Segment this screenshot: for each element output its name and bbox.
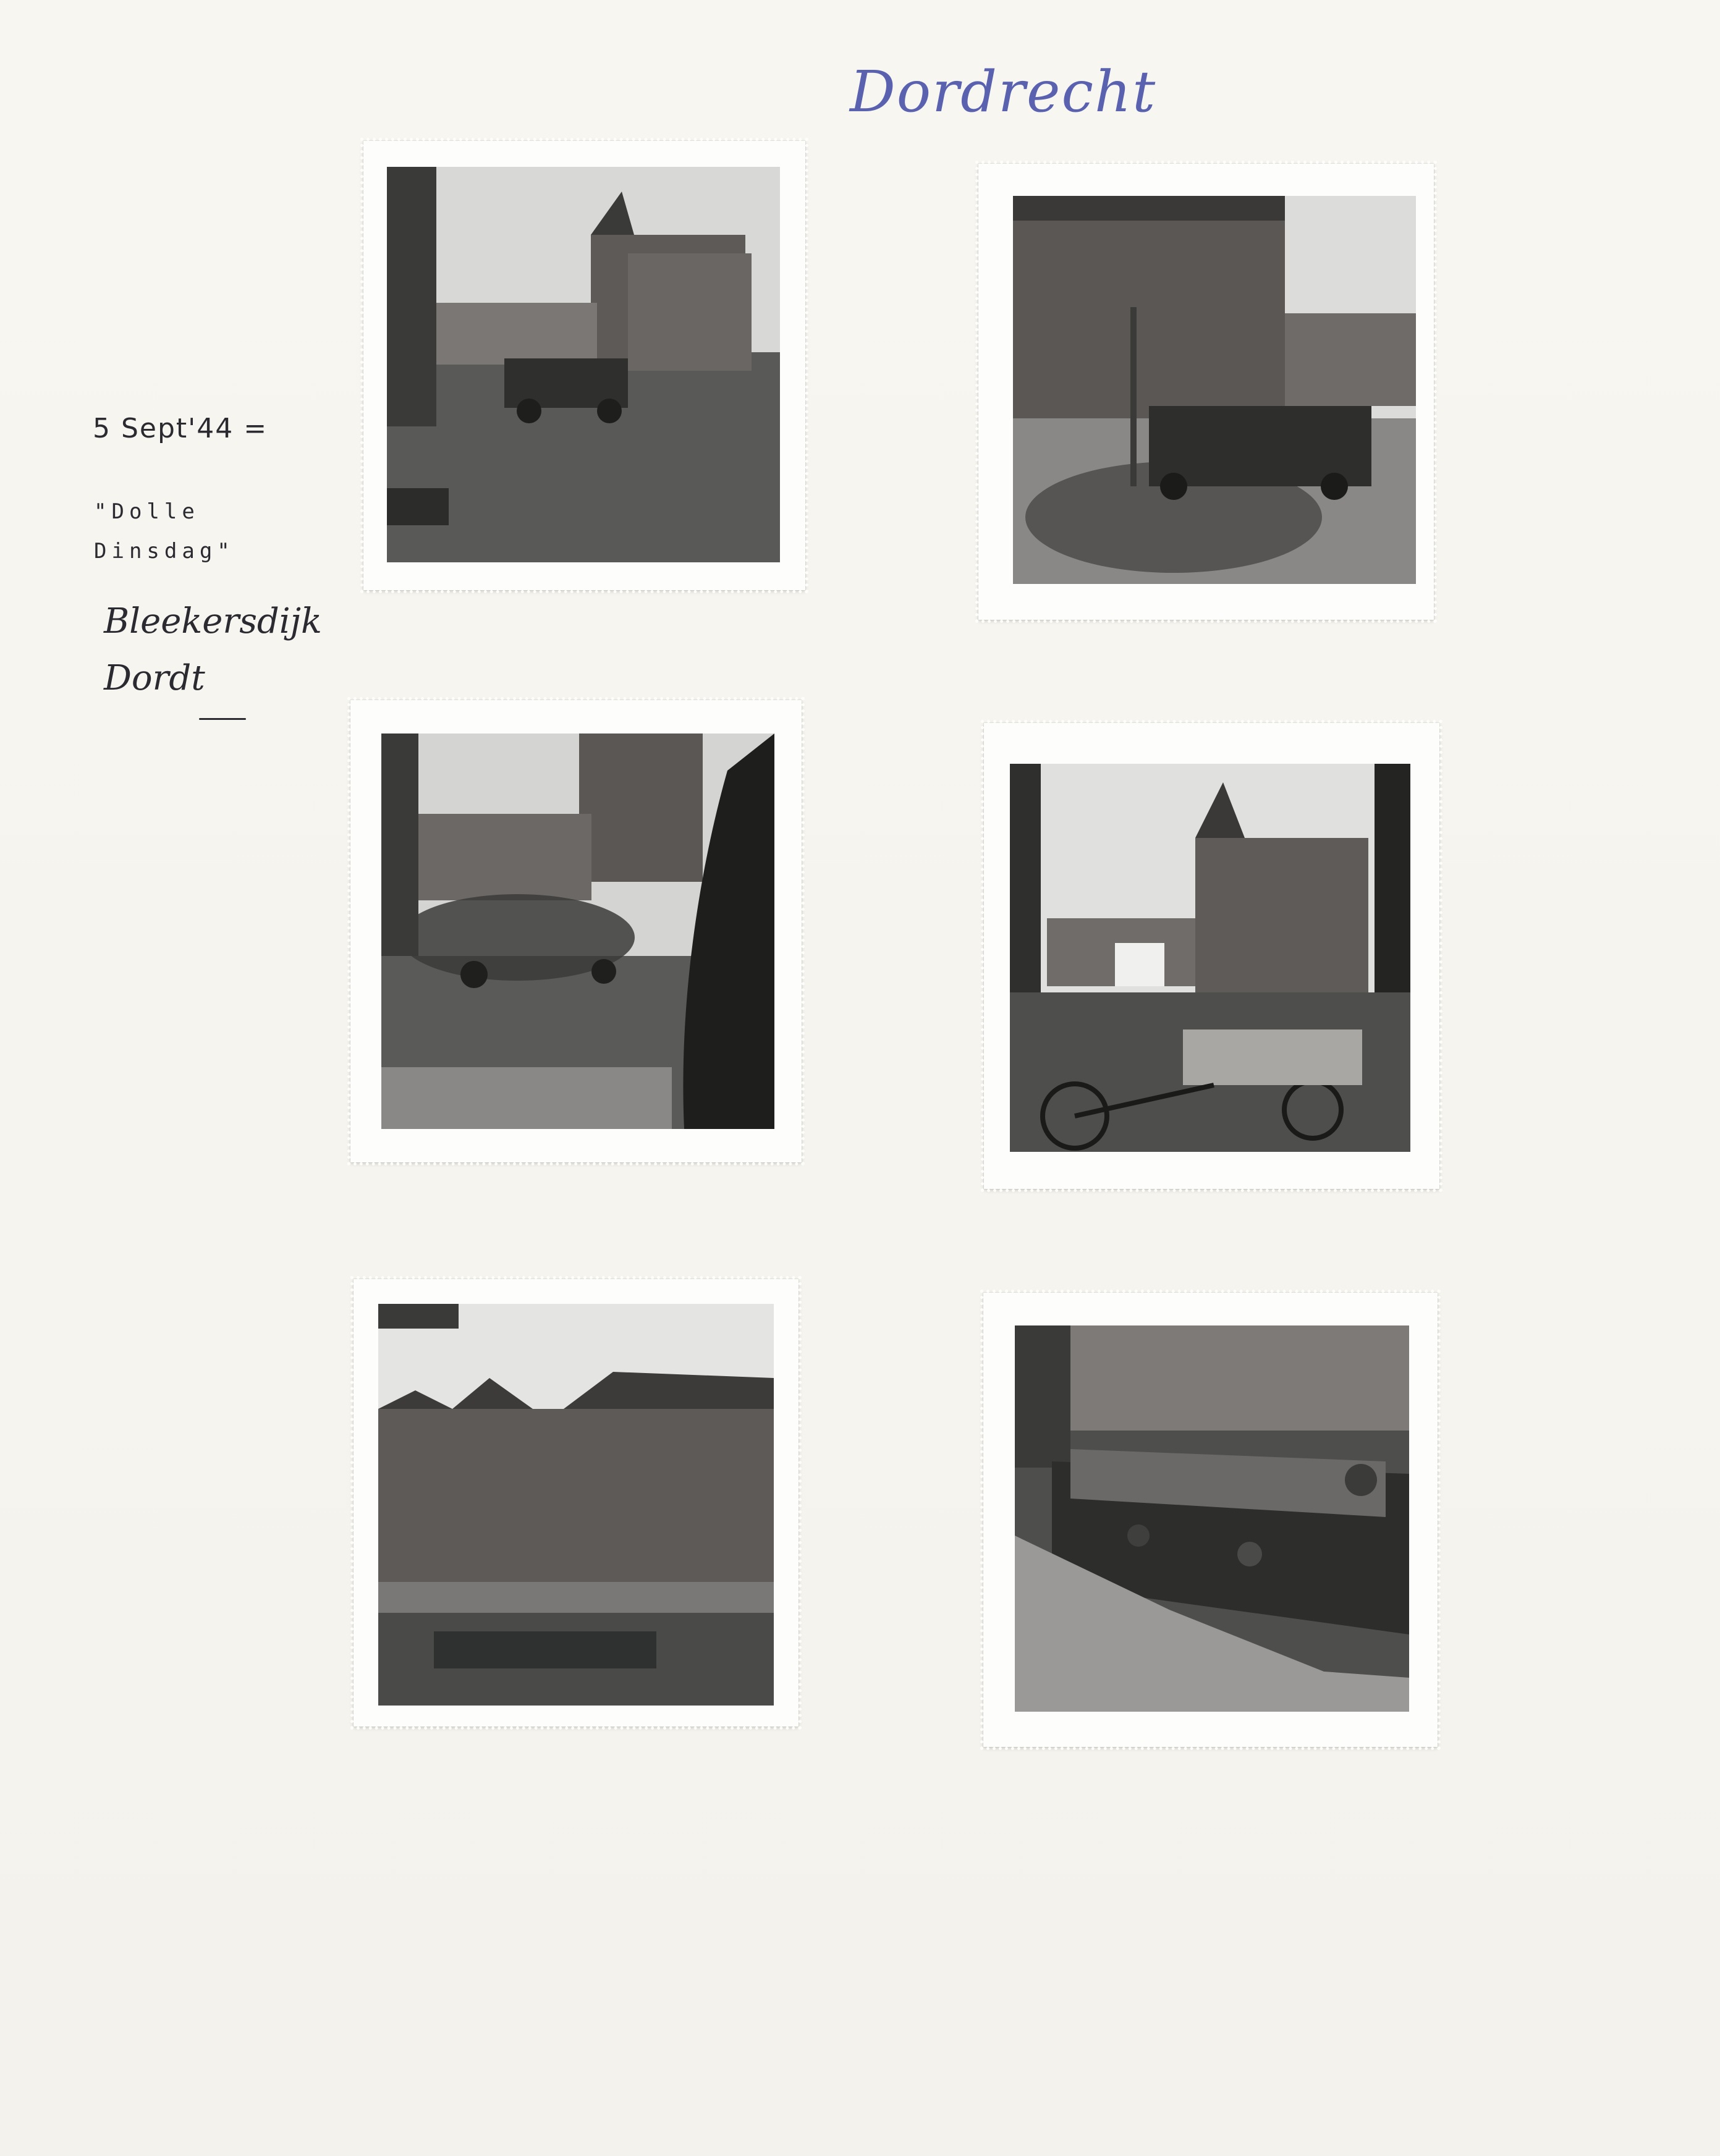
photo-1-image — [387, 167, 780, 562]
photo-2 — [1013, 196, 1416, 584]
photo-print-4 — [984, 723, 1439, 1189]
caption-underline — [199, 718, 246, 720]
page-title: Dordrecht — [850, 59, 1157, 125]
photo-print-2 — [978, 164, 1434, 620]
photo-3 — [381, 733, 774, 1129]
photo-6-image — [1015, 1325, 1409, 1712]
photo-5 — [378, 1304, 774, 1706]
photo-6 — [1015, 1325, 1409, 1712]
photo-4 — [1010, 764, 1410, 1152]
photo-2-image — [1013, 196, 1416, 584]
caption-date: 5 Sept'44 = — [93, 413, 268, 444]
photo-print-6 — [983, 1293, 1438, 1747]
photo-print-5 — [354, 1279, 799, 1727]
photo-1 — [387, 167, 780, 562]
photo-5-image — [378, 1304, 774, 1706]
caption-quote: "Dolle Dinsdag" — [94, 499, 235, 564]
photo-print-1 — [363, 141, 805, 590]
photo-print-3 — [350, 700, 802, 1162]
photo-3-image — [381, 733, 774, 1129]
photo-4-image — [1010, 764, 1410, 1152]
caption-place: Bleekersdijk Dordt — [104, 601, 322, 698]
